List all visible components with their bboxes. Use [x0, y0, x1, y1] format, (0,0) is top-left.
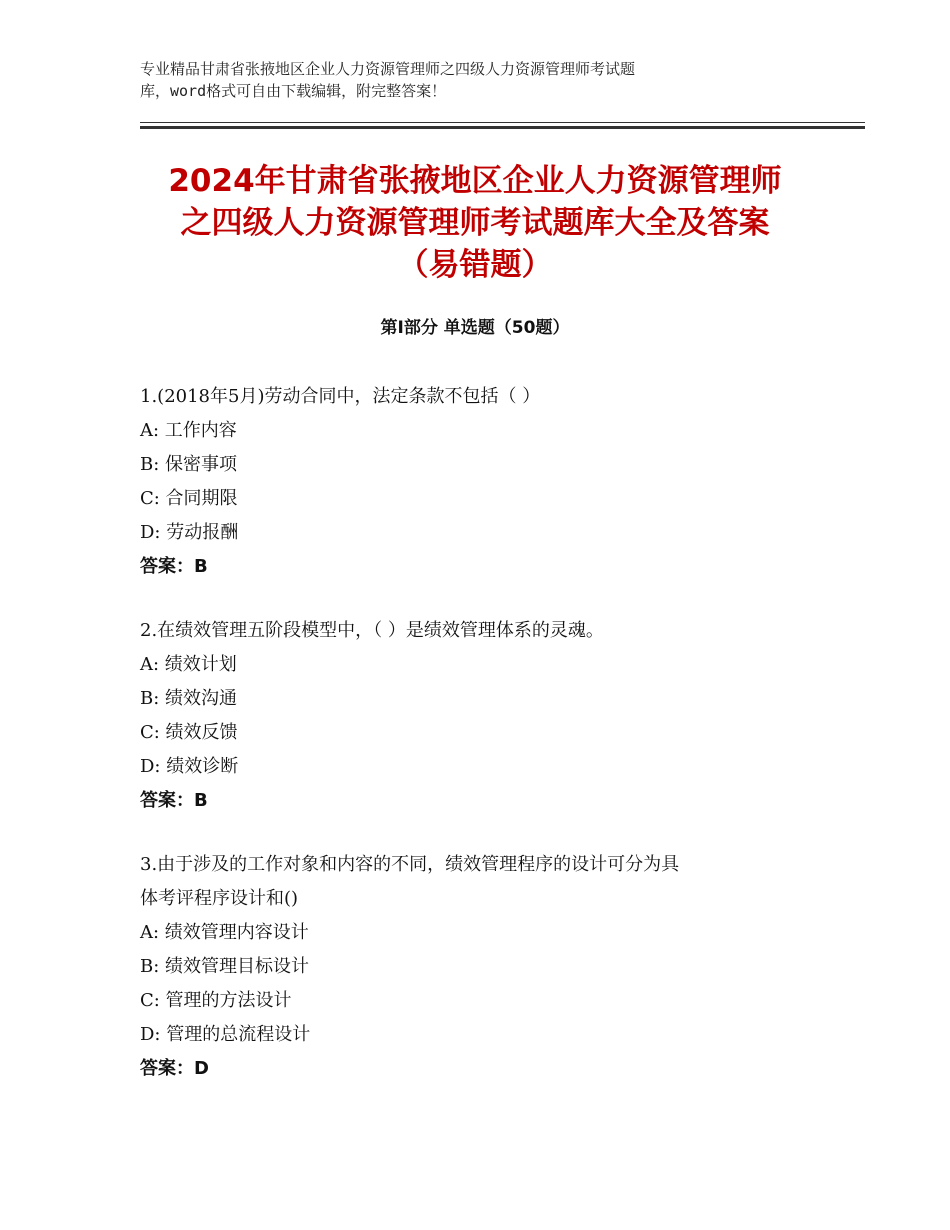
option-d: D: 绩效诊断 [140, 756, 239, 777]
option-b: B: 保密事项 [140, 454, 238, 475]
option-d: D: 管理的总流程设计 [140, 1024, 311, 1045]
question-stem: 3.由于涉及的工作对象和内容的不同，绩效管理程序的设计可分为具 [140, 854, 680, 875]
option-a: A: 工作内容 [140, 420, 237, 441]
header-note-line: 库，word格式可自由下载编辑，附完整答案！ [140, 82, 447, 100]
answer: 答案：B [140, 556, 208, 577]
section-title: 第Ⅰ部分 单选题（50题） [380, 318, 570, 338]
option-c: C: 绩效反馈 [140, 722, 238, 743]
question-list [140, 380, 840, 1116]
question-stem: 体考评程序设计和() [140, 888, 299, 909]
option-a: A: 绩效计划 [140, 654, 237, 675]
question-3 [140, 848, 840, 1086]
option-c: C: 合同期限 [140, 488, 238, 509]
header-divider-thick [140, 126, 865, 129]
question-stem: 1.(2018年5月)劳动合同中，法定条款不包括（ ） [140, 386, 541, 407]
header-divider-thin [140, 122, 865, 123]
header-note-line: 专业精品甘肃省张掖地区企业人力资源管理师之四级人力资源管理师考试题 [140, 60, 636, 78]
header-note [140, 58, 780, 102]
document-title [140, 160, 810, 286]
question-1 [140, 380, 840, 584]
option-b: B: 绩效管理目标设计 [140, 956, 310, 977]
option-d: D: 劳动报酬 [140, 522, 239, 543]
answer: 答案：B [140, 790, 208, 811]
document-title-line: 之四级人力资源管理师考试题库大全及答案 [180, 205, 770, 241]
document-title-line: 2024年甘肃省张掖地区企业人力资源管理师 [168, 163, 782, 199]
question-2 [140, 614, 840, 818]
option-a: A: 绩效管理内容设计 [140, 922, 309, 943]
question-stem: 2.在绩效管理五阶段模型中，（ ）是绩效管理体系的灵魂。 [140, 620, 604, 641]
option-c: C: 管理的方法设计 [140, 990, 292, 1011]
answer: 答案：D [140, 1058, 209, 1079]
option-b: B: 绩效沟通 [140, 688, 238, 709]
document-title-line: （易错题） [397, 247, 553, 283]
